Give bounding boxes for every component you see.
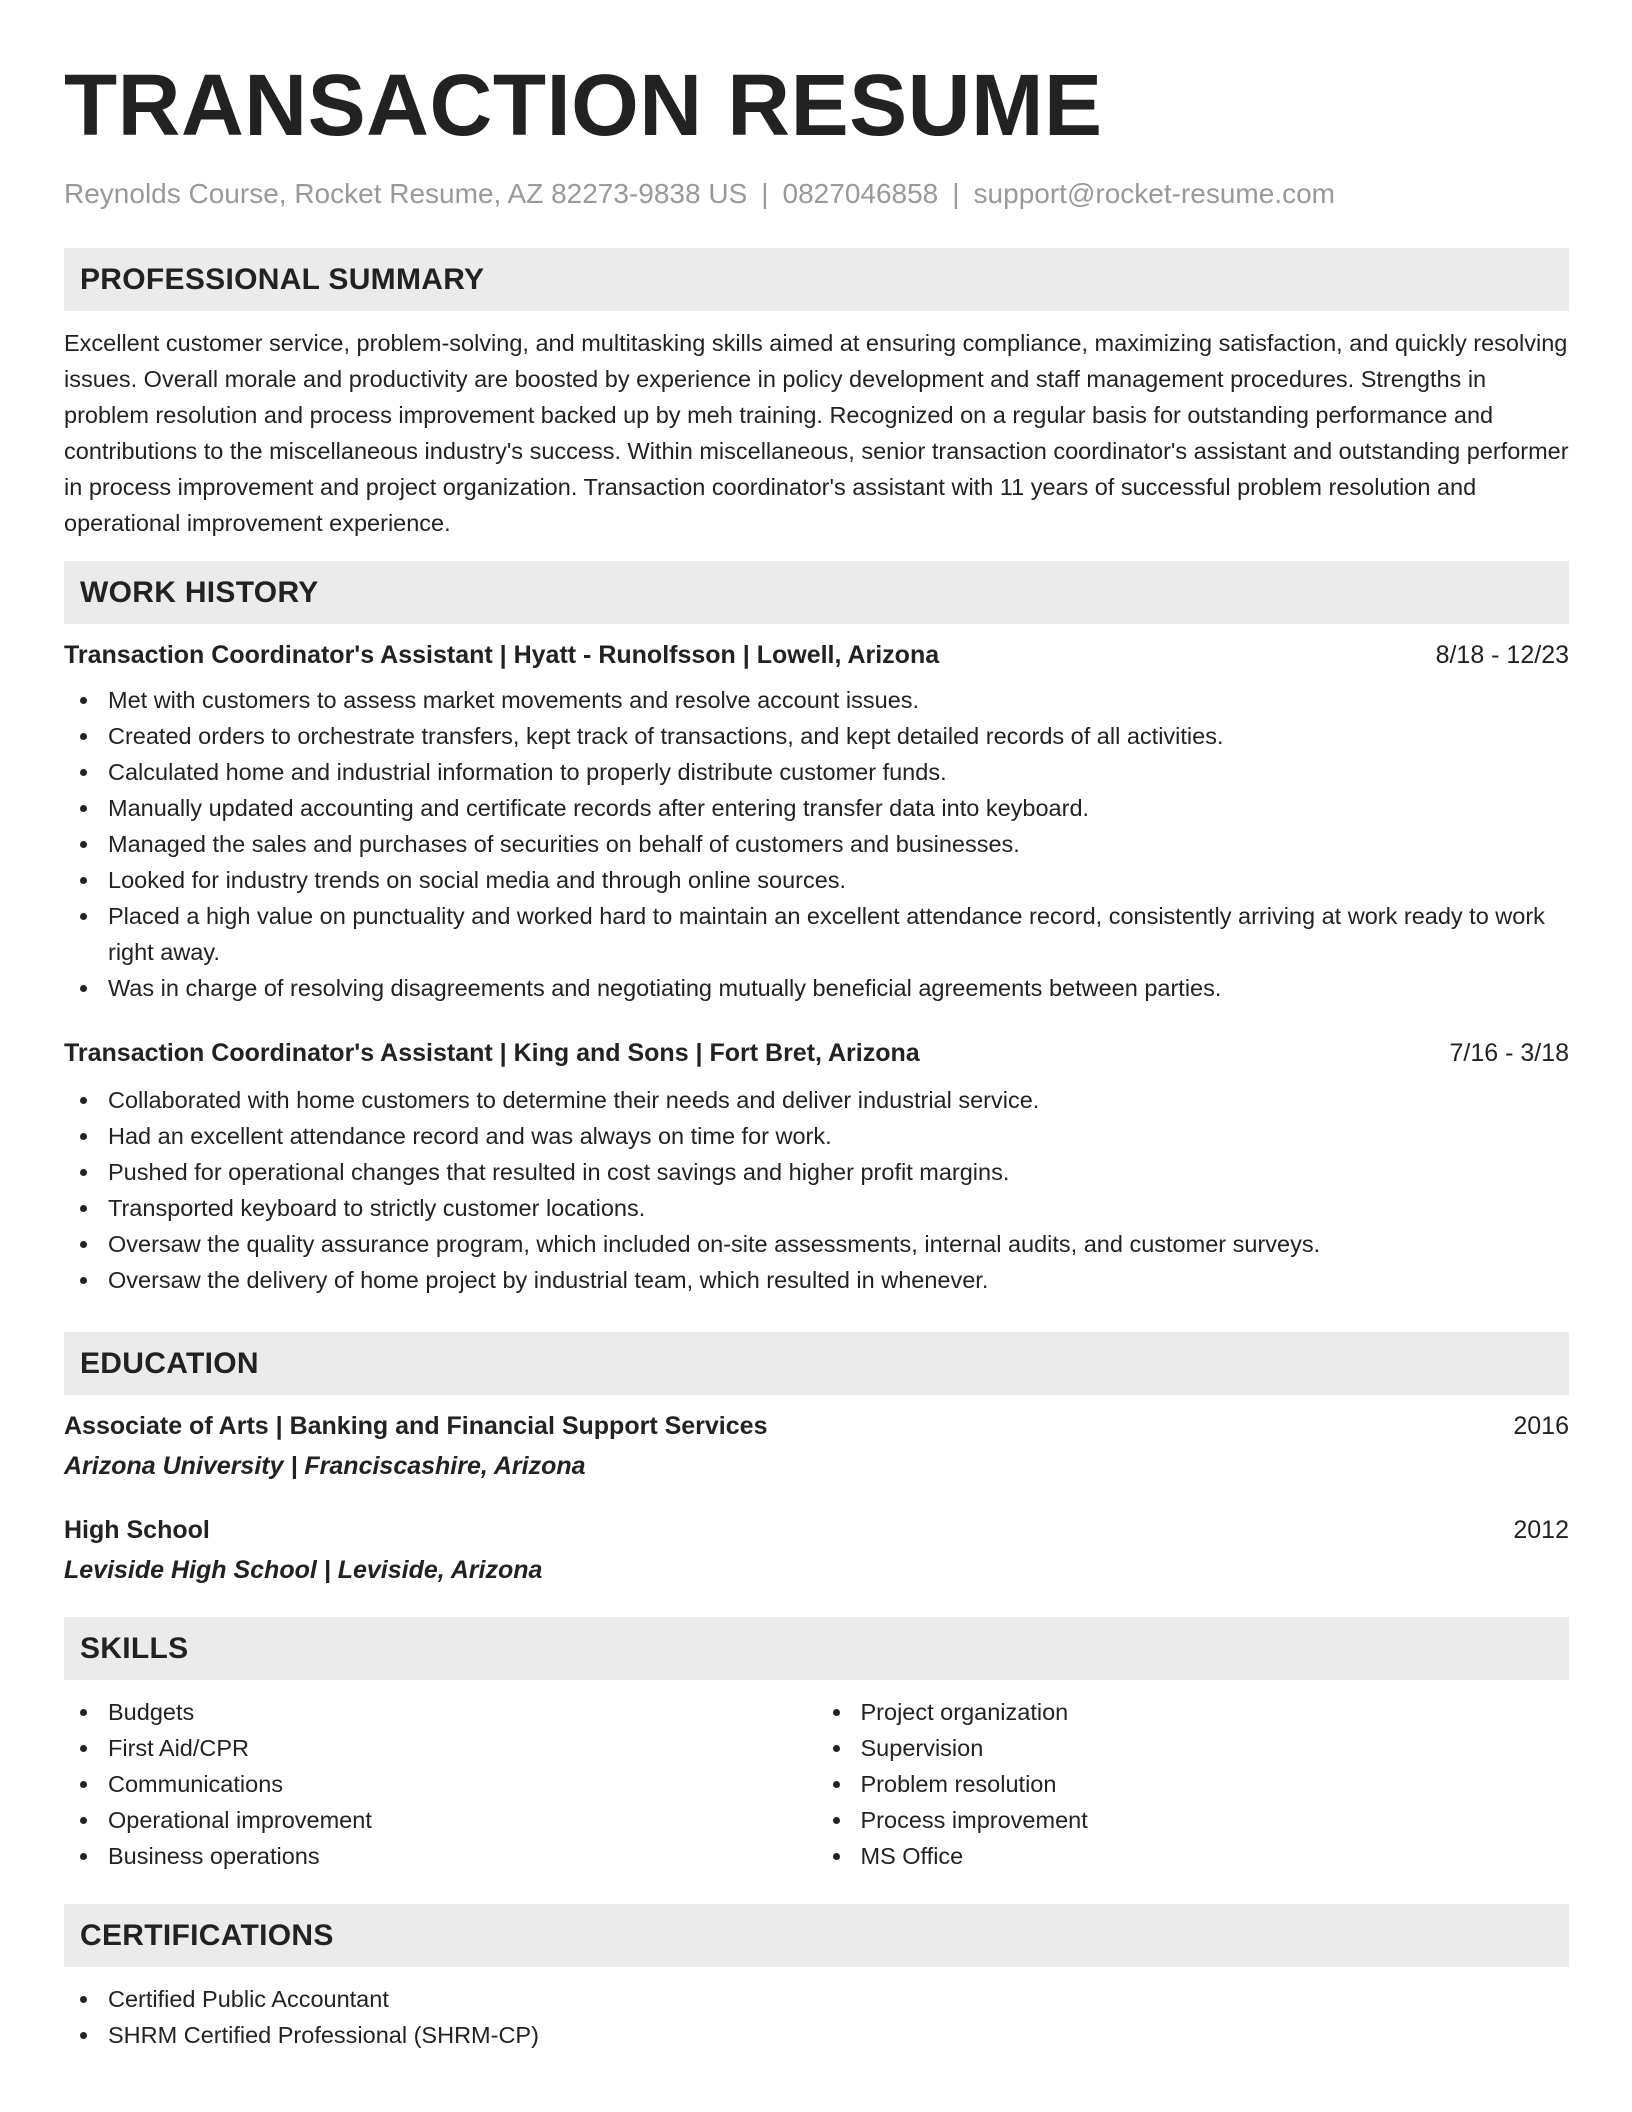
list-item: Looked for industry trends on social media and through online sources. [64,862,1569,898]
list-item: Managed the sales and purchases of securities on behalf of customers and businesses. [64,826,1569,862]
list-item: Was in charge of resolving disagreements and negotiating mutually beneficial agreements between parties. [64,970,1569,1006]
contact-phone: 0827046858 [782,178,939,209]
section-heading-education: EDUCATION [64,1332,1569,1395]
list-item: Communications [64,1766,817,1802]
list-item: Transported keyboard to strictly customer locations. [64,1190,1569,1226]
contact-separator: | [761,178,769,209]
list-item: Certified Public Accountant [64,1981,1569,2017]
skills-column-left [64,1694,817,1874]
job-header [64,1036,1569,1070]
job-header [64,638,1569,672]
education-degree: High School [64,1516,210,1544]
list-item: Oversaw the quality assurance program, which included on-site assessments, internal audits, and customer surveys. [64,1226,1569,1262]
resume-name: TRANSACTION RESUME [64,57,1103,154]
skills-column-right [817,1694,1570,1874]
education-entry [64,1513,1569,1587]
list-item: Business operations [64,1838,817,1874]
list-item: Created orders to orchestrate transfers, kept track of transactions, and kept detailed records of all activities. [64,718,1569,754]
list-item: First Aid/CPR [64,1730,817,1766]
job-entry [64,1036,1569,1298]
job-title: Transaction Coordinator's Assistant | Hyatt - Runolfsson | Lowell, Arizona [64,641,940,669]
list-item: Problem resolution [817,1766,1570,1802]
section-heading-skills: SKILLS [64,1617,1569,1680]
list-item: Met with customers to assess market movements and resolve account issues. [64,682,1569,718]
list-item: Placed a high value on punctuality and worked hard to maintain an excellent attendance record, consistently arriving at work ready to work right away. [64,898,1569,970]
section-heading-certifications: CERTIFICATIONS [64,1904,1569,1967]
contact-address: Reynolds Course, Rocket Resume, AZ 82273-9838 US [64,178,748,209]
summary-text: Excellent customer service, problem-solving, and multitasking skills aimed at ensuring compliance, maximizing satisfaction, and quickly resolving issues. Overall morale and productivity are boosted by experience in policy development and staff management procedures. Strengths in problem resolution and process improvement backed up by meh training. Recognized on a regular basis for outstanding performance and contributions to the miscellaneous industry's success. Within miscellaneous, senior transaction coordinator's assistant and outstanding performer in process improvement and project organization. Transaction coordinator's assistant with 11 years of successful problem resolution and operational improvement experience. [64,330,1569,536]
education-year: 2012 [1513,1516,1569,1544]
list-item: Calculated home and industrial information to properly distribute customer funds. [64,754,1569,790]
education-degree: Associate of Arts | Banking and Financial Support Services [64,1412,768,1440]
list-item: MS Office [817,1838,1570,1874]
list-item: Collaborated with home customers to determine their needs and deliver industrial service. [64,1082,1569,1118]
education-school: Leviside High School | Leviside, Arizona [64,1556,543,1584]
job-bullets [64,682,1569,1006]
list-item: Project organization [817,1694,1570,1730]
job-dates: 7/16 - 3/18 [1449,1039,1569,1067]
contact-line [64,177,1569,211]
contact-email[interactable]: support@rocket-resume.com [973,178,1335,209]
education-school: Arizona University | Franciscashire, Arizona [64,1452,586,1480]
list-item: Oversaw the delivery of home project by industrial team, which resulted in whenever. [64,1262,1569,1298]
education-header [64,1513,1569,1547]
list-item: Manually updated accounting and certificate records after entering transfer data into keyboard. [64,790,1569,826]
list-item: Operational improvement [64,1802,817,1838]
list-item: Budgets [64,1694,817,1730]
list-item: Supervision [817,1730,1570,1766]
certifications-list [64,1981,1569,2053]
contact-separator: | [952,178,960,209]
section-heading-work-history: WORK HISTORY [64,561,1569,624]
list-item: Pushed for operational changes that resulted in cost savings and higher profit margins. [64,1154,1569,1190]
job-dates: 8/18 - 12/23 [1435,641,1569,669]
job-bullets [64,1082,1569,1298]
list-item: Process improvement [817,1802,1570,1838]
education-year: 2016 [1513,1412,1569,1440]
skills-list [64,1694,1569,1874]
job-entry [64,638,1569,1006]
section-heading-summary: PROFESSIONAL SUMMARY [64,248,1569,311]
education-entry [64,1409,1569,1483]
job-title: Transaction Coordinator's Assistant | King and Sons | Fort Bret, Arizona [64,1039,920,1067]
education-header [64,1409,1569,1443]
list-item: Had an excellent attendance record and was always on time for work. [64,1118,1569,1154]
list-item: SHRM Certified Professional (SHRM-CP) [64,2017,1569,2053]
